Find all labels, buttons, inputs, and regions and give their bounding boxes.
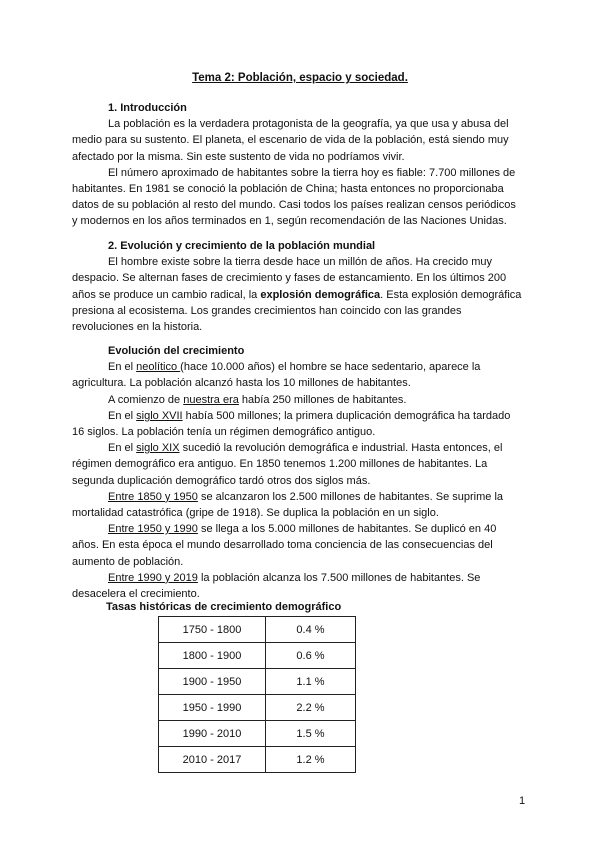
section-introduction xyxy=(72,100,524,230)
paragraph xyxy=(72,254,524,335)
growth-rates-table xyxy=(158,616,356,773)
rate-cell: 1.2 % xyxy=(266,747,356,773)
underlined-term: siglo XVII xyxy=(136,409,183,422)
page-number: 1 xyxy=(519,795,526,807)
section-evolution xyxy=(72,238,524,335)
table-row xyxy=(159,747,356,773)
rate-cell: 0.4 % xyxy=(266,617,356,643)
growth-paragraph xyxy=(72,440,524,489)
underlined-term: Entre 1950 y 1990 xyxy=(108,523,198,536)
growth-paragraph xyxy=(72,408,524,440)
period-cell: 1990 - 2010 xyxy=(159,721,266,747)
underlined-term: Entre 1990 y 2019 xyxy=(108,571,198,584)
paragraph-text: había 250 millones de habitantes. xyxy=(238,393,407,406)
section-heading: 1. Introducción xyxy=(108,102,187,114)
paragraph-text: (hace 10.000 años) el hombre se hace sedentario, aparece la agricultura. La población alcanzó hasta los 10 millones de habitantes. xyxy=(72,361,481,390)
section-heading: 2. Evolución y crecimiento de la población mundial xyxy=(108,240,376,252)
growth-paragraph xyxy=(72,521,524,570)
rate-cell: 1.1 % xyxy=(266,669,356,695)
period-cell: 1950 - 1990 xyxy=(159,695,266,721)
period-cell: 1750 - 1800 xyxy=(159,617,266,643)
paragraph-text: En el xyxy=(108,442,137,455)
paragraph-text: A comienzo de xyxy=(108,393,184,406)
table-caption: Tasas históricas de crecimiento demográfico xyxy=(106,601,342,613)
growth-paragraph xyxy=(72,570,524,602)
rate-cell: 0.6 % xyxy=(266,643,356,669)
table-row xyxy=(159,721,356,747)
paragraph-text: se alcanzaron los 2.500 millones de habitantes. Se suprime la mortalidad catastrófica (gripe de 1918). Se duplica la población en un siglo. xyxy=(72,490,504,520)
rate-cell: 1.5 % xyxy=(266,721,356,747)
paragraph-text: sucedió la revolución demográfica e industrial. Hasta entonces, el régimen demográfico era antiguo. En 1850 tenemos 1.200 millones de habitantes. La segunda duplicación demográfico tardó otros dos siglos más. xyxy=(72,442,503,487)
rate-cell: 2.2 % xyxy=(266,695,356,721)
table-row xyxy=(159,695,356,721)
underlined-term: Entre 1850 y 1950 xyxy=(108,490,198,503)
table-row xyxy=(159,669,356,695)
underlined-term: siglo XIX xyxy=(136,442,180,455)
growth-paragraph xyxy=(72,359,524,391)
underlined-term: nuestra era xyxy=(183,393,239,406)
period-cell: 1800 - 1900 xyxy=(159,643,266,669)
paragraph-text: había 500 millones; la primera duplicación demográfica ha tardado 16 siglos. La población tenía un régimen demográfico antiguo. xyxy=(72,409,511,439)
paragraph: El número aproximado de habitantes sobre la tierra hoy es fiable: 7.700 millones de habitantes. En 1981 se conoció la población de China; hasta entonces no proporcionaba datos de su población al resto del mundo. Casi todos los países realizan censos periódicos y modernos en los años terminados en 1, según recomendación de las Naciones Unidas. xyxy=(72,166,516,228)
paragraph: La población es la verdadera protagonista de la geografía, ya que usa y abusa del medio para su sustento. El planeta, el escenario de vida de la población, está siendo muy afectado por la misma. Sin este sustento de vida no podríamos vivir. xyxy=(72,118,509,163)
paragraph-text: En el xyxy=(108,361,137,374)
growth-paragraph xyxy=(72,489,524,521)
paragraph-text: El hombre existe sobre la tierra desde hace un millón de años. Ha crecido muy despacio. Se alternan fases de crecimiento y fases de estancamiento. En los últimos 200 años se produce un cambio radical, la xyxy=(72,256,507,301)
bold-term: explosión demográfica xyxy=(260,288,381,301)
document-title: Tema 2: Población, espacio y sociedad. xyxy=(192,72,408,84)
paragraph-text: se llega a los 5.000 millones de habitantes. Se duplicó en 40 años. En esta época el mundo desarrollado toma conciencia de las consecuencias del aumento de población. xyxy=(72,523,497,568)
paragraph-text: En el xyxy=(108,409,137,422)
section-growth xyxy=(72,343,524,602)
underlined-term: neolítico xyxy=(136,361,181,374)
table-row xyxy=(159,643,356,669)
paragraph-text: . Esta explosión demográfica presiona al ecosistema. Los grandes crecimientos han coincido con las grandes revoluciones en la historia. xyxy=(72,288,522,334)
section-heading: Evolución del crecimiento xyxy=(108,345,245,357)
period-cell: 2010 - 2017 xyxy=(159,747,266,773)
paragraph-text: la población alcanza los 7.500 millones de habitantes. Se desacelera el crecimiento. xyxy=(72,571,481,601)
table-row xyxy=(159,617,356,643)
period-cell: 1900 - 1950 xyxy=(159,669,266,695)
growth-paragraph xyxy=(72,392,524,408)
